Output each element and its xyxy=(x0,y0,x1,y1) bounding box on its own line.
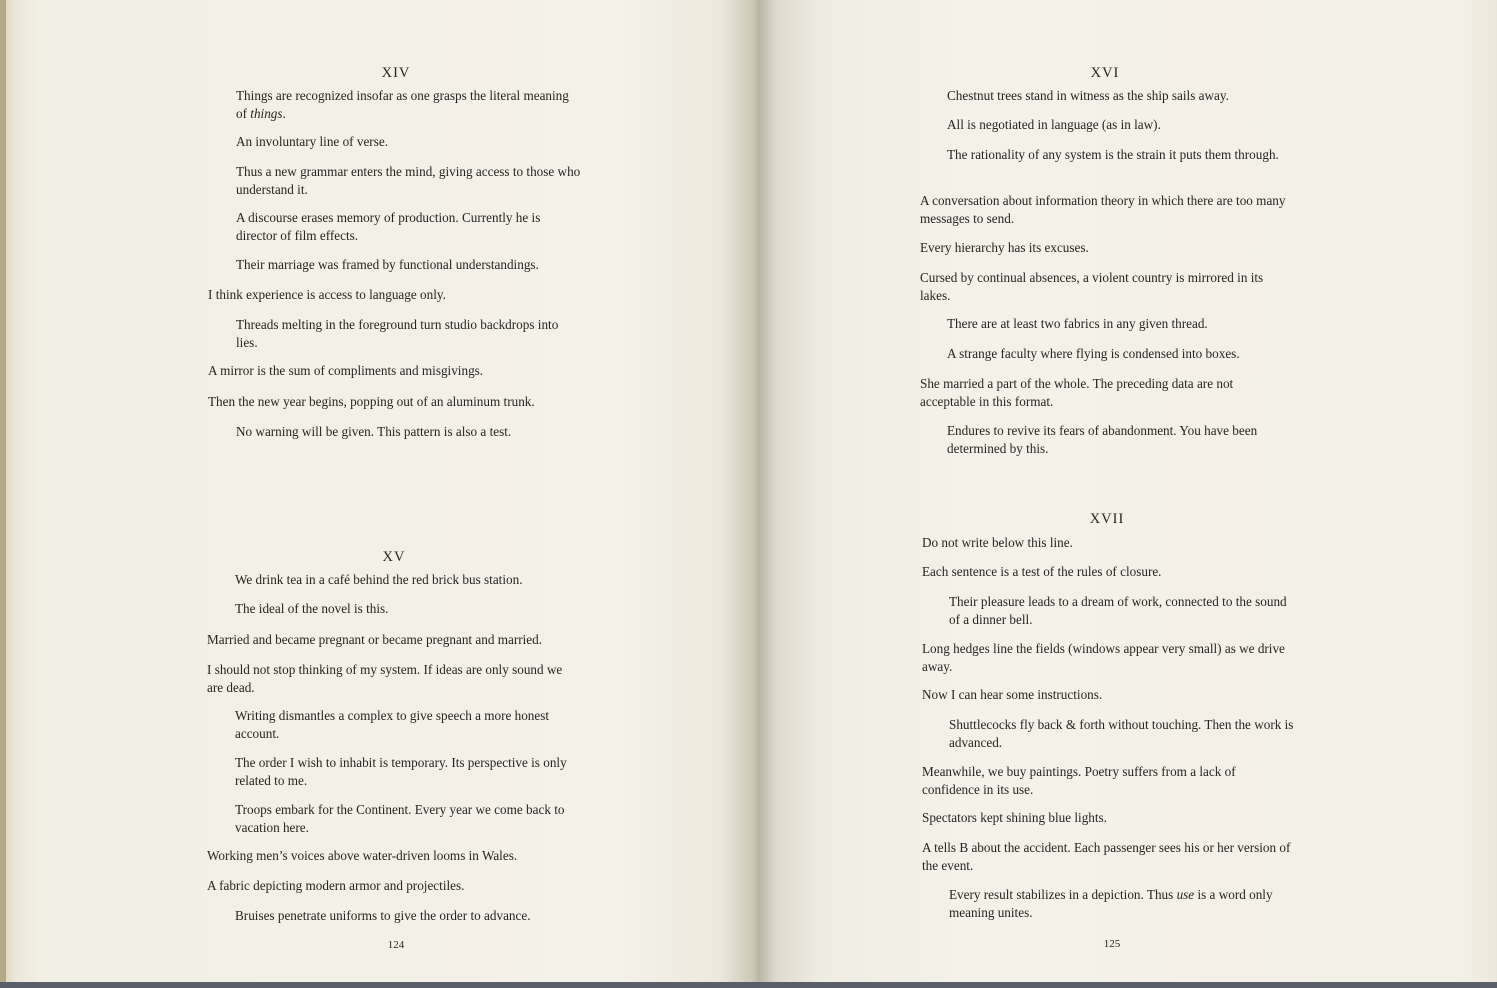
verse-line: Cursed by continual absences, a violent country is mirrored in its lakes. xyxy=(920,270,1264,303)
book-edge xyxy=(0,0,6,988)
verse-line: The ideal of the novel is this. xyxy=(235,601,389,616)
verse-line: Troops embark for the Continent. Every year we come back to vacation here. xyxy=(235,802,565,835)
verse-line: Bruises penetrate uniforms to give the order to advance. xyxy=(235,908,531,923)
verse-line: A mirror is the sum of compliments and misgivings. xyxy=(208,363,484,378)
verse-line: There are at least two fabrics in any given thread. xyxy=(947,316,1208,331)
section-heading-xv: XV xyxy=(382,549,406,565)
section-heading-xvii: XVII xyxy=(1089,511,1125,527)
verse-line: Married and became pregnant or became pregnant and married. xyxy=(207,632,543,647)
verse-line: Every result stabilizes in a depiction. Thus use is a word only meaning unites. xyxy=(949,887,1273,920)
verse-line: Working men’s voices above water-driven looms in Wales. xyxy=(207,848,518,863)
verse-line: We drink tea in a café behind the red brick bus station. xyxy=(235,572,523,587)
verse-line: Their marriage was framed by functional understandings. xyxy=(236,257,539,272)
section-heading-xvi: XVI xyxy=(1090,65,1120,81)
verse-line: Now I can hear some instructions. xyxy=(922,687,1103,702)
section-heading-xiv: XIV xyxy=(381,65,411,81)
verse-line: Threads melting in the foreground turn studio backdrops into lies. xyxy=(236,317,559,350)
verse-line: A discourse erases memory of production. Currently he is director of film effects. xyxy=(236,210,541,243)
page-number: 125 xyxy=(1103,938,1121,950)
verse-line: Things are recognized insofar as one grasps the literal meaning of things. xyxy=(236,88,569,121)
verse-line: The rationality of any system is the strain it puts them through. xyxy=(947,147,1279,162)
page-number: 124 xyxy=(387,939,405,951)
verse-line: No warning will be given. This pattern is also a test. xyxy=(236,424,512,439)
verse-line: A conversation about information theory in which there are too many messages to send. xyxy=(920,193,1286,226)
book-bottom-edge xyxy=(0,982,1497,988)
verse-line: Spectators kept shining blue lights. xyxy=(922,810,1107,825)
verse-line: Thus a new grammar enters the mind, giving access to those who understand it. xyxy=(236,164,581,197)
verse-line: All is negotiated in language (as in law). xyxy=(947,117,1161,132)
verse-line: An involuntary line of verse. xyxy=(236,134,388,149)
verse-line: She married a part of the whole. The preceding data are not acceptable in this format. xyxy=(920,376,1234,409)
verse-line: The order I wish to inhabit is temporary. Its perspective is only related to me. xyxy=(235,755,567,788)
verse-line: I think experience is access to language only. xyxy=(208,287,446,302)
verse-line: Shuttlecocks fly back & forth without touching. Then the work is advanced. xyxy=(949,717,1294,750)
verse-line: Endures to revive its fears of abandonment. You have been determined by this. xyxy=(947,423,1258,456)
verse-line: A tells B about the accident. Each passenger sees his or her version of the event. xyxy=(922,840,1291,873)
verse-line: A strange faculty where flying is condensed into boxes. xyxy=(947,346,1240,361)
verse-line: Chestnut trees stand in witness as the ship sails away. xyxy=(947,88,1229,103)
verse-line: A fabric depicting modern armor and projectiles. xyxy=(207,878,465,893)
right-page xyxy=(760,0,1497,988)
verse-line: Meanwhile, we buy paintings. Poetry suffers from a lack of confidence in its use. xyxy=(922,764,1236,797)
verse-line: Every hierarchy has its excuses. xyxy=(920,240,1089,255)
verse-line: Then the new year begins, popping out of an aluminum trunk. xyxy=(208,394,535,409)
verse-line: Long hedges line the fields (windows appear very small) as we drive away. xyxy=(922,641,1285,674)
verse-line: Writing dismantles a complex to give speech a more honest account. xyxy=(235,708,550,741)
verse-line: Their pleasure leads to a dream of work, connected to the sound of a dinner bell. xyxy=(949,594,1287,627)
verse-line: I should not stop thinking of my system. If ideas are only sound we are dead. xyxy=(207,662,563,695)
verse-line: Do not write below this line. xyxy=(922,535,1073,550)
verse-line: Each sentence is a test of the rules of closure. xyxy=(922,564,1162,579)
